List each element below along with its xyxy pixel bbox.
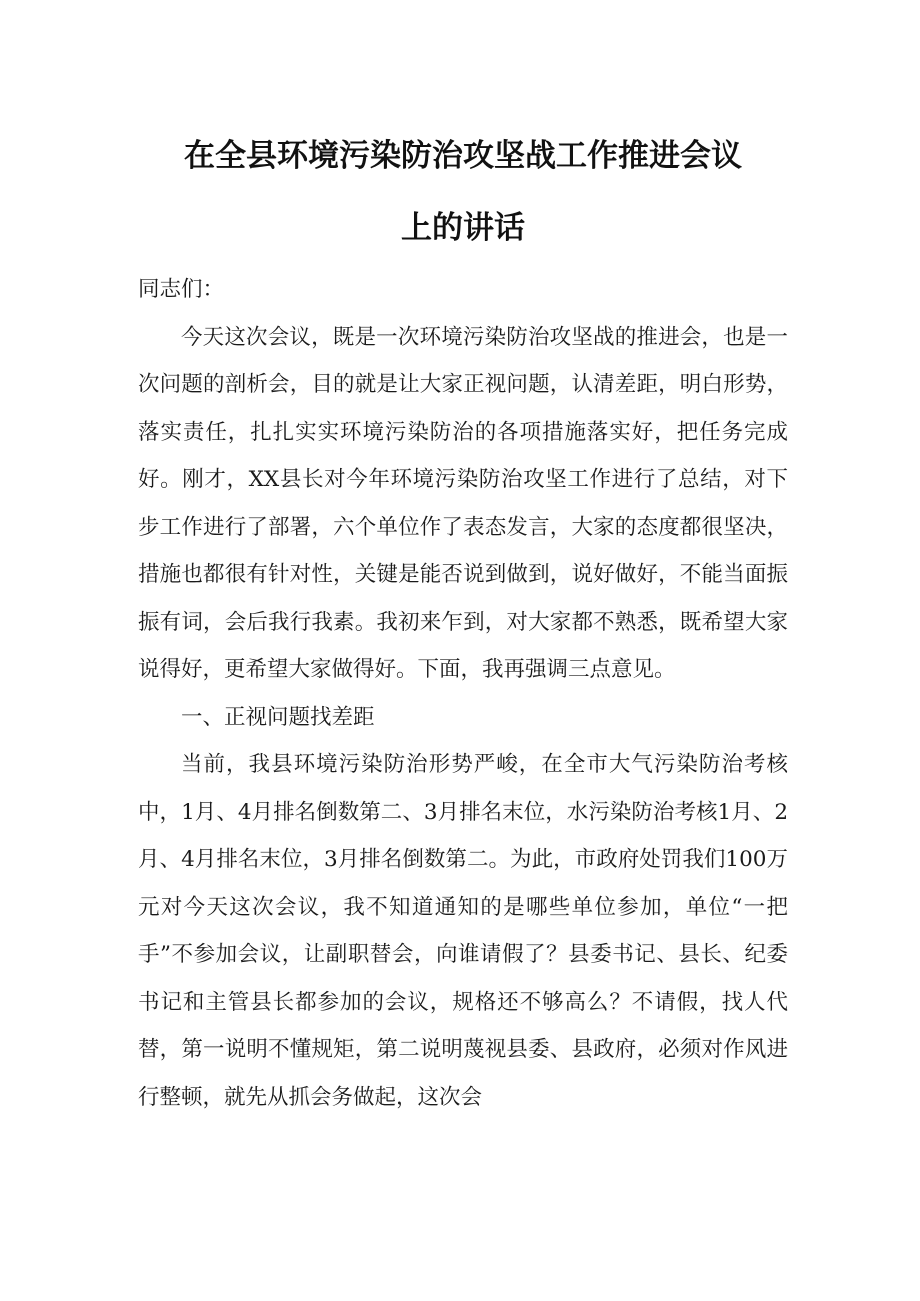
document-title-line1: 在全县环境污染防治攻坚战工作推进会议 — [184, 138, 742, 174]
document-title-line2: 上的讲话 — [401, 210, 525, 246]
paragraph-intro: 今天这次会议，既是一次环境污染防治攻坚战的推进会，也是一次问题的剖析会，目的就是让大家正视问题，认清差距，明白形势，落实责任，扎扎实实环境污染防治的各项措施落实好，把任务完成好。刚才，XX县长对今年环境污染防治攻坚工作进行了总结，对下步工作进行了部署，六个单位作了表态发言，大家的态度都很坚决，措施也都很有针对性，关键是能否说到做到，说好做好，不能当面振振有词，会后我行我素。我初来乍到，对大家都不熟悉，既希望大家说得好，更希望大家做得好。下面，我再强调三点意见。 — [138, 324, 788, 682]
greeting: 同志们： — [138, 277, 225, 302]
document-body — [138, 266, 788, 1121]
paragraph-situation: 当前，我县环境污染防治形势严峻，在全市大气污染防治考核中，1月、4月排名倒数第二、3月排名末位，水污染防治考核1月、2月、4月排名末位，3月排名倒数第二。为此，市政府处罚我们100万元对今天这次会议，我不知道通知的是哪些单位参加，单位“一把手”不参加会议，让副职替会，向谁请假了？县委书记、县长、纪委书记和主管县长都参加的会议，规格还不够高么？不请假，找人代替，第一说明不懂规矩，第二说明蔑视县委、县政府，必须对作风进行整顿，就先从抓会务做起，这次会 — [138, 752, 788, 1110]
section-heading: 一、正视问题找差距 — [181, 704, 375, 730]
